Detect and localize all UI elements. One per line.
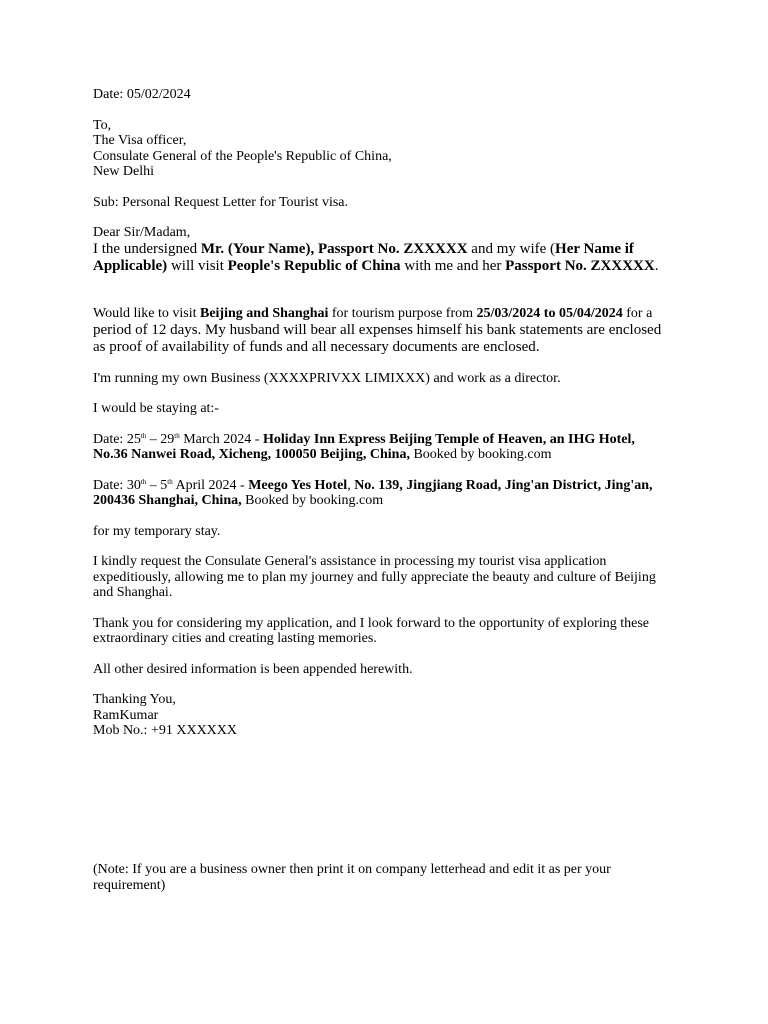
visit-text: for a bbox=[622, 305, 653, 321]
visit-line3: as proof of availability of funds and all necessary documents are enclosed. bbox=[93, 338, 540, 355]
stay2-address: No. 139, Jingjiang Road, Jing'an District, Jing'an, bbox=[354, 477, 653, 493]
footer-note bbox=[93, 862, 683, 893]
destination-country: People's Republic of China bbox=[227, 257, 401, 274]
applicant-name-passport: Mr. (Your Name), Passport No. ZXXXXX bbox=[200, 240, 468, 257]
temporary-stay: for my temporary stay. bbox=[93, 523, 221, 539]
note-line2: requirement) bbox=[93, 877, 166, 893]
request-line2: expeditiously, allowing me to plan my journey and fully appreciate the beauty and culture of Beijing bbox=[93, 569, 656, 585]
address-line3: New Delhi bbox=[93, 164, 155, 179]
stay2-line1 bbox=[93, 478, 683, 494]
visit-text: Would like to visit bbox=[93, 305, 200, 321]
staying-intro: I would be staying at:- bbox=[93, 401, 219, 416]
visit-paragraph bbox=[93, 305, 683, 356]
stay1-booked: Booked by booking.com bbox=[409, 447, 552, 462]
date-label: Date: bbox=[93, 87, 127, 102]
request-line1: I kindly request the Consulate General's assistance in processing my tourist visa application bbox=[93, 554, 607, 569]
date-value: 05/02/2024 bbox=[126, 87, 191, 102]
stay2-date-start: Date: 30 bbox=[93, 477, 141, 493]
visit-line2: period of 12 days. My husband will bear all expenses himself his bank statements are enclosed bbox=[93, 321, 662, 338]
subject-line bbox=[93, 195, 683, 211]
appended-info: All other desired information is been appended herewith. bbox=[93, 661, 413, 677]
ordinal-suffix: th bbox=[140, 431, 147, 440]
subject-end: . bbox=[344, 194, 349, 210]
address-line1: The Visa officer, bbox=[93, 133, 187, 148]
request-line3: and Shanghai. bbox=[93, 585, 173, 600]
mobile-number: Mob No.: +91 XXXXXX bbox=[93, 723, 238, 738]
spouse-name-cont: Applicable) bbox=[93, 257, 168, 274]
visit-line1 bbox=[93, 305, 683, 322]
stay1-line1 bbox=[93, 432, 683, 448]
stay1-date-start: Date: 25 bbox=[93, 431, 141, 447]
stay2-address-cont: 200436 Shanghai, China, bbox=[93, 493, 242, 508]
stay1-address: No.36 Nanwei Road, Xicheng, 100050 Beijing, China, bbox=[93, 447, 410, 462]
subject-text: Sub: Personal Request Letter for Tourist visa bbox=[93, 194, 345, 210]
address-line2: Consulate General of the People's Republic of China, bbox=[93, 148, 392, 164]
stay2-hotel: Meego Yes Hotel bbox=[248, 477, 348, 493]
request-paragraph bbox=[93, 554, 683, 601]
address-to: To, bbox=[93, 117, 112, 133]
thanks-line2: extraordinary cities and creating lasting memories. bbox=[93, 631, 377, 646]
signatory-name: RamKumar bbox=[93, 707, 159, 723]
stay1-line2 bbox=[93, 447, 683, 463]
visit-dates: 25/03/2024 to 05/04/2024 bbox=[476, 305, 623, 321]
thanks-paragraph bbox=[93, 616, 683, 647]
note-line1: (Note: If you are a business owner then print it on company letterhead and edit it as per your bbox=[93, 862, 611, 877]
closing-block bbox=[93, 692, 683, 739]
intro-line2 bbox=[93, 258, 683, 275]
intro-line1 bbox=[93, 241, 683, 258]
stay1-hotel: Holiday Inn Express Beijing Temple of Heaven, an IHG Hotel, bbox=[262, 431, 635, 447]
visit-text: for tourism purpose from bbox=[328, 305, 477, 321]
spouse-name: Her Name if bbox=[555, 240, 634, 257]
recipient-address bbox=[93, 118, 683, 180]
intro-paragraph bbox=[93, 241, 683, 275]
intro-text: will visit bbox=[167, 257, 228, 274]
letter-body bbox=[93, 87, 683, 739]
stay2-booked: Booked by booking.com bbox=[241, 493, 384, 508]
intro-text: I the undersigned bbox=[93, 240, 201, 257]
thanks-line1: Thank you for considering my application, and I look forward to the opportunity of exploring these bbox=[93, 615, 649, 631]
ordinal-suffix: th bbox=[174, 431, 180, 440]
stay2-date-end: – 5 bbox=[146, 477, 168, 493]
closing-thanking: Thanking You, bbox=[93, 692, 176, 707]
ordinal-suffix: th bbox=[167, 477, 173, 486]
intro-text: and my wife ( bbox=[467, 240, 556, 257]
stay2-line2 bbox=[93, 493, 683, 509]
intro-text: with me and her bbox=[400, 257, 506, 274]
stay-entry-2 bbox=[93, 478, 683, 509]
intro-text: . bbox=[654, 257, 659, 274]
stay1-date-end: – 29 bbox=[146, 431, 175, 447]
business-paragraph: I'm running my own Business (XXXXPRIVXX LIMIXXX) and work as a director. bbox=[93, 370, 561, 386]
stay-entry-1 bbox=[93, 432, 683, 463]
separator: , bbox=[347, 477, 355, 493]
stay2-month: April 2024 - bbox=[172, 477, 249, 493]
stay1-month: March 2024 - bbox=[179, 431, 263, 447]
date-line bbox=[93, 87, 683, 103]
spouse-passport: Passport No. ZXXXXX bbox=[505, 257, 655, 274]
salutation: Dear Sir/Madam, bbox=[93, 225, 191, 240]
visit-cities: Beijing and Shanghai bbox=[199, 305, 329, 321]
ordinal-suffix: th bbox=[140, 477, 147, 486]
